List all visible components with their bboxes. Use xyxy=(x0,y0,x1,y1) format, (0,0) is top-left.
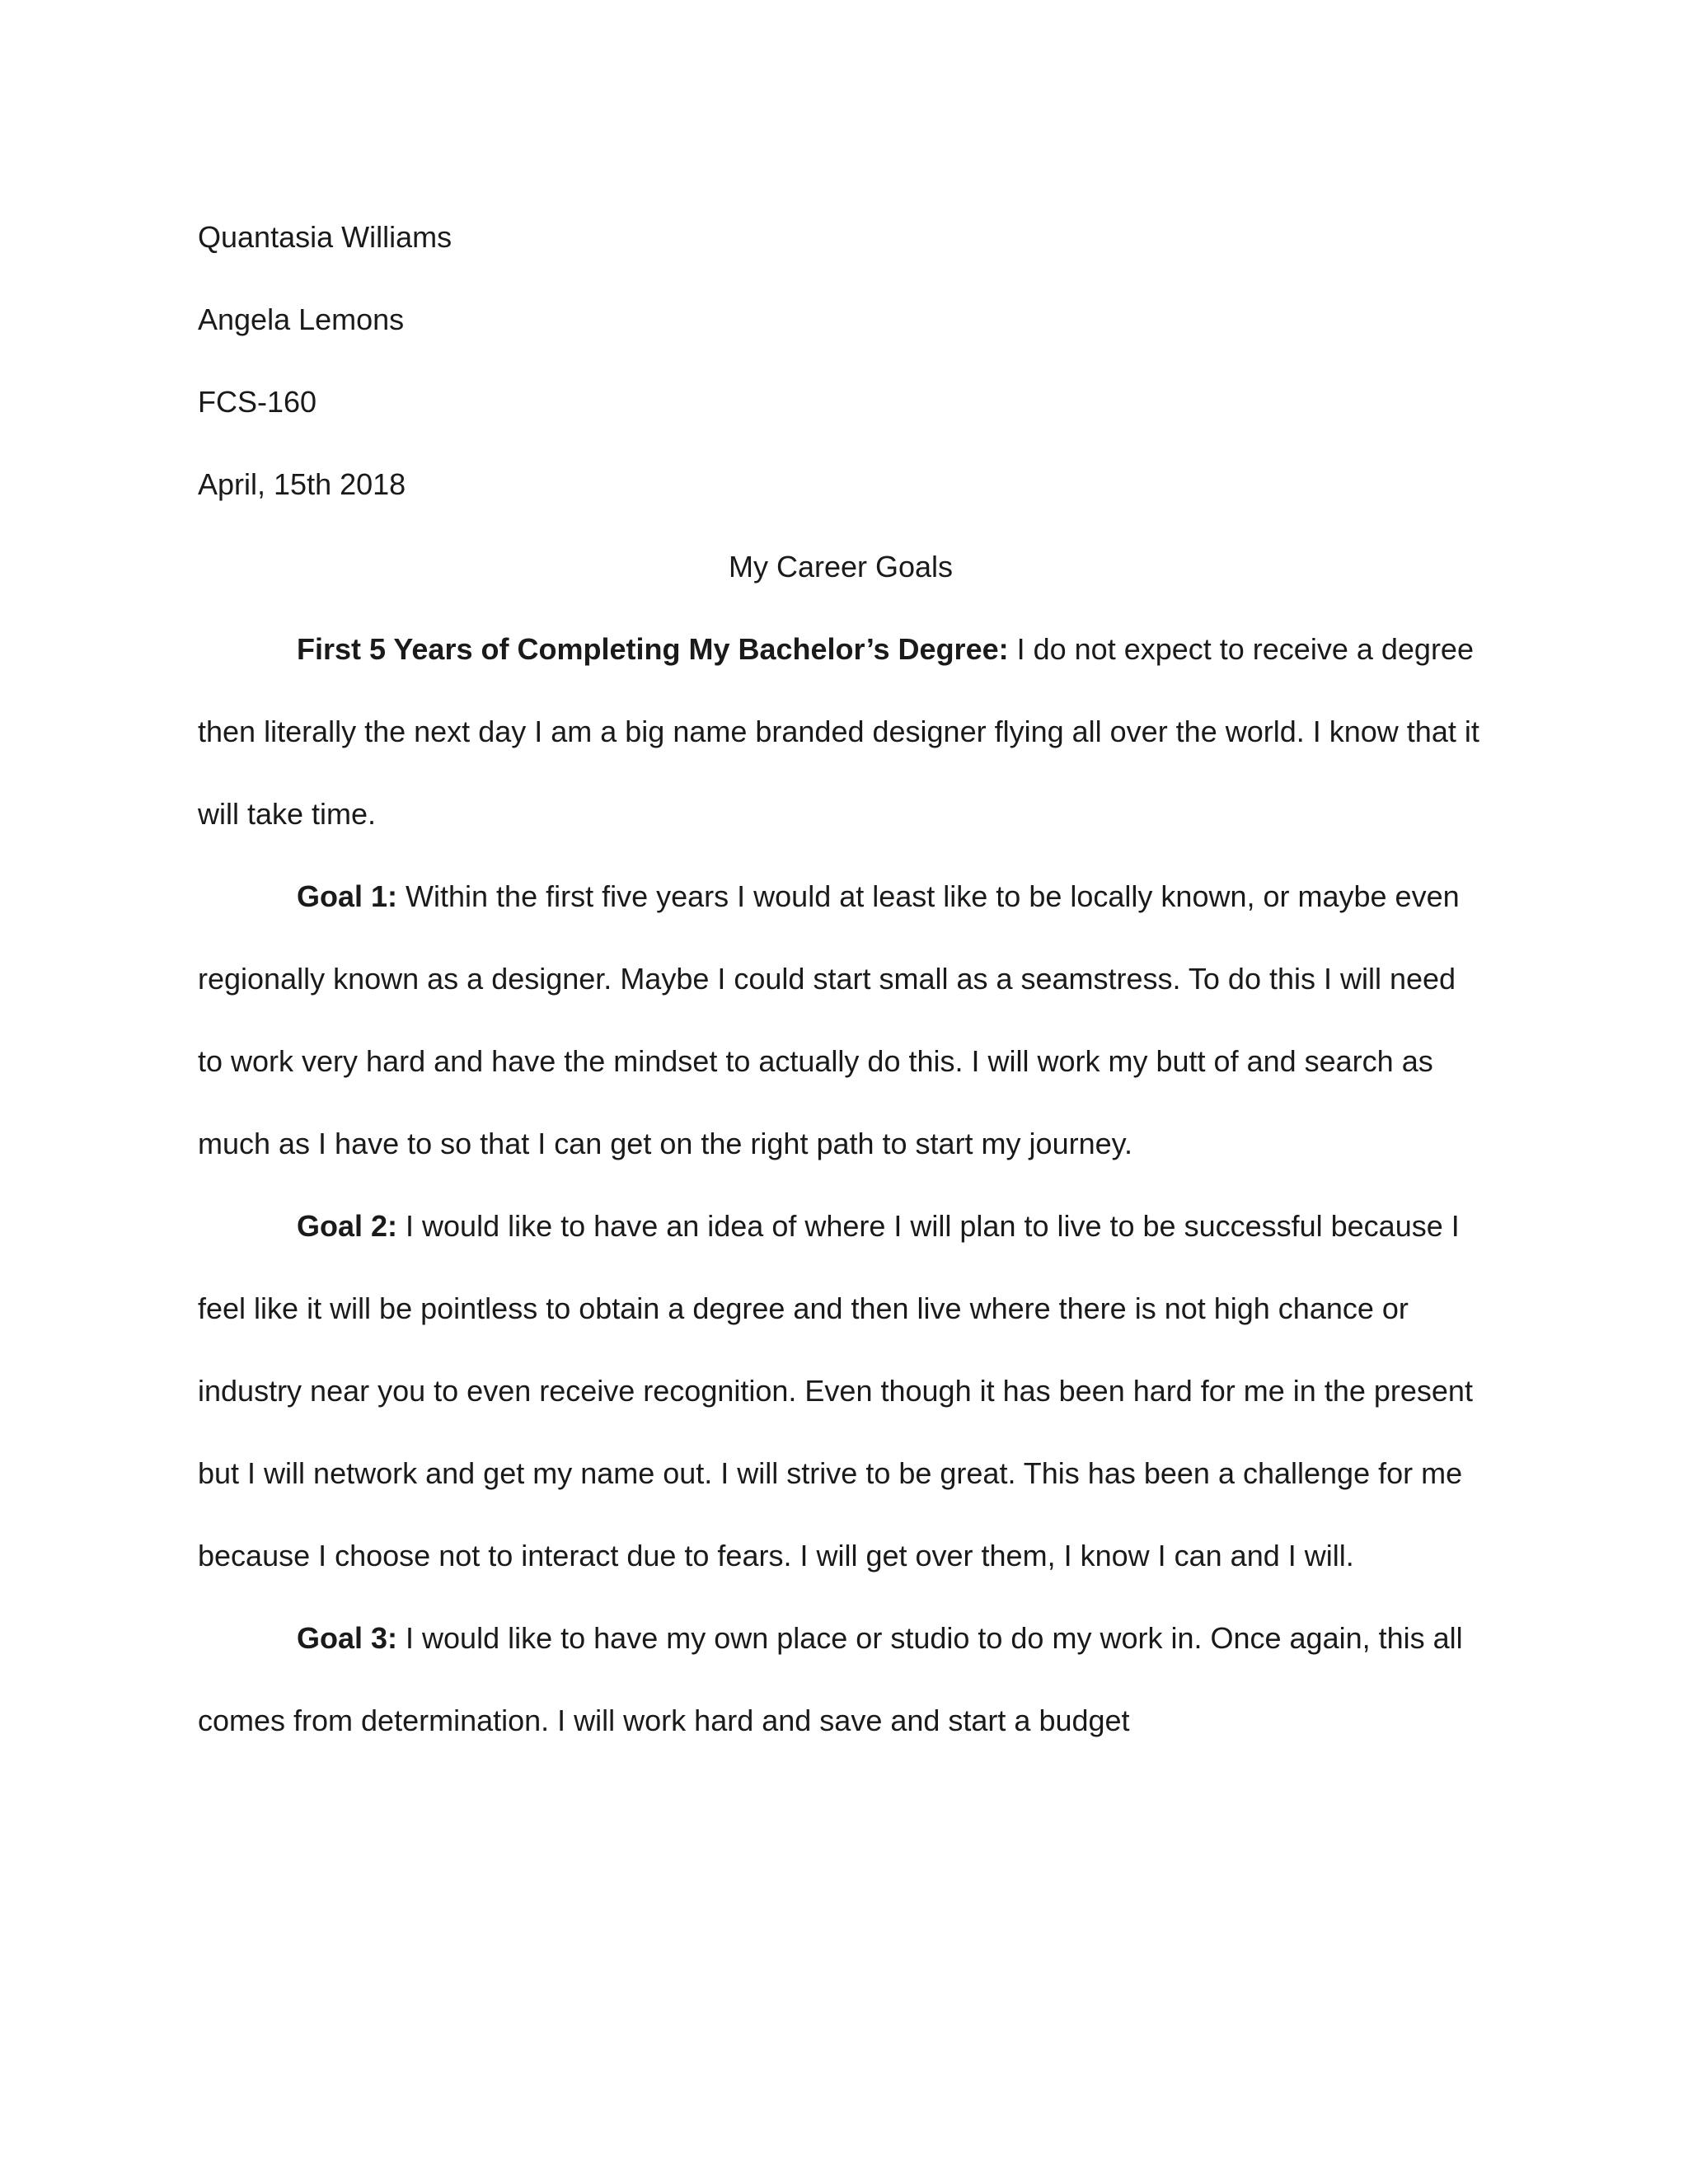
paragraph-text: Within the first five years I would at least like to be locally known, or maybe even regionally known as a designer. Maybe I could start small as a seamstress. To do this I will need to work very hard and have the mindset to actually do this. I will work my butt of and search as much as I have to so that I can get on the right path to start my journey. xyxy=(198,879,1460,1160)
paragraph-goal-2 xyxy=(198,1185,1484,1597)
paragraph-heading: First 5 Years of Completing My Bachelor’s Degree: xyxy=(297,632,1009,666)
paragraph-first-five-years xyxy=(198,608,1484,855)
paragraph-text: I do not expect to receive a degree then literally the next day I am a big name branded designer flying all over the world. I know that it will take time. xyxy=(198,632,1479,831)
course-code: FCS-160 xyxy=(198,385,317,419)
paragraph-heading: Goal 2: xyxy=(297,1209,398,1243)
paragraph-goal-1 xyxy=(198,855,1484,1185)
paragraph-heading: Goal 1: xyxy=(297,879,398,913)
paragraph-text: I would like to have an idea of where I will plan to live to be successful because I feel like it will be pointless to obtain a degree and then live where there is not high chance or industry near you to even receive recognition. Even though it has been hard for me in the present but I will network and get my name out. I will strive to be great. This has been a challenge for me because I choose not to interact due to fears. I will get over them, I know I can and I will. xyxy=(198,1209,1473,1572)
document-date: April, 15th 2018 xyxy=(198,467,406,501)
instructor-name: Angela Lemons xyxy=(198,302,405,336)
paragraph-heading: Goal 3: xyxy=(297,1621,398,1655)
document-title: My Career Goals xyxy=(728,550,954,583)
paragraph-text: I would like to have my own place or studio to do my work in. Once again, this all comes from determination. I will work hard and save and start a budget xyxy=(198,1621,1463,1737)
document-body xyxy=(198,196,1484,1762)
paragraph-goal-3 xyxy=(198,1597,1484,1762)
student-name: Quantasia Williams xyxy=(198,220,452,254)
